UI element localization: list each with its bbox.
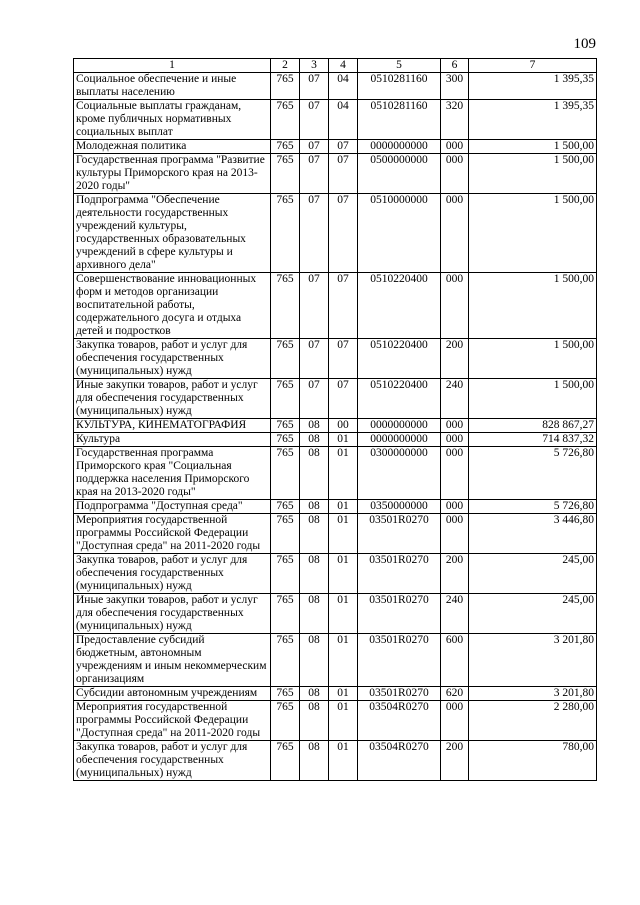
page-number: 109 (573, 36, 596, 52)
target-article-cell: 03501R0270 (358, 594, 441, 634)
table-row (74, 100, 597, 140)
row-name-cell: Субсидии автономным учреждениям (74, 687, 271, 701)
ved-code-cell: 765 (271, 701, 300, 741)
expense-type-cell: 320 (441, 100, 469, 140)
subsection-code-cell: 01 (329, 687, 358, 701)
amount-cell: 1 500,00 (469, 379, 597, 419)
section-code-cell: 07 (300, 154, 329, 194)
amount-cell: 245,00 (469, 594, 597, 634)
ved-code-cell: 765 (271, 687, 300, 701)
expense-type-cell: 000 (441, 154, 469, 194)
amount-cell: 780,00 (469, 741, 597, 781)
subsection-code-cell: 01 (329, 447, 358, 500)
target-article-cell: 0510220400 (358, 339, 441, 379)
section-code-cell: 08 (300, 447, 329, 500)
table-row (74, 514, 597, 554)
subsection-code-cell: 07 (329, 154, 358, 194)
amount-cell: 1 500,00 (469, 140, 597, 154)
subsection-code-cell: 01 (329, 433, 358, 447)
expense-type-cell: 200 (441, 339, 469, 379)
subsection-code-cell: 04 (329, 100, 358, 140)
header-row (74, 59, 597, 73)
subsection-code-cell: 07 (329, 194, 358, 273)
expense-type-cell: 000 (441, 194, 469, 273)
row-name-cell: Предоставление субсидий бюджетным, автономным учреждениям и иным некоммерческим организациям (74, 634, 271, 687)
ved-code-cell: 765 (271, 447, 300, 500)
subsection-code-cell: 07 (329, 140, 358, 154)
subsection-code-cell: 01 (329, 554, 358, 594)
ved-code-cell: 765 (271, 433, 300, 447)
subsection-code-cell: 01 (329, 634, 358, 687)
row-name-cell: Мероприятия государственной программы Российской Федерации "Доступная среда" на 2011-2020 годы (74, 514, 271, 554)
section-code-cell: 08 (300, 433, 329, 447)
ved-code-cell: 765 (271, 634, 300, 687)
row-name-cell: Закупка товаров, работ и услуг для обеспечения государственных (муниципальных) нужд (74, 554, 271, 594)
expense-type-cell: 000 (441, 447, 469, 500)
section-code-cell: 08 (300, 419, 329, 433)
target-article-cell: 0000000000 (358, 433, 441, 447)
subsection-code-cell: 01 (329, 500, 358, 514)
section-code-cell: 07 (300, 339, 329, 379)
table-row (74, 741, 597, 781)
header-cell: 7 (469, 59, 597, 73)
subsection-code-cell: 01 (329, 594, 358, 634)
target-article-cell: 03501R0270 (358, 514, 441, 554)
row-name-cell: Иные закупки товаров, работ и услуг для обеспечения государственных (муниципальных) нужд (74, 379, 271, 419)
amount-cell: 828 867,27 (469, 419, 597, 433)
header-cell: 5 (358, 59, 441, 73)
expense-type-cell: 620 (441, 687, 469, 701)
table-row (74, 433, 597, 447)
expense-type-cell: 000 (441, 500, 469, 514)
row-name-cell: Иные закупки товаров, работ и услуг для обеспечения государственных (муниципальных) нужд (74, 594, 271, 634)
ved-code-cell: 765 (271, 154, 300, 194)
expense-type-cell: 000 (441, 433, 469, 447)
row-name-cell: Подпрограмма "Обеспечение деятельности государственных учреждений культуры, государственных образовательных учреждений в сфере культуры и архивного дела" (74, 194, 271, 273)
target-article-cell: 0510000000 (358, 194, 441, 273)
target-article-cell: 03501R0270 (358, 634, 441, 687)
subsection-code-cell: 00 (329, 419, 358, 433)
ved-code-cell: 765 (271, 73, 300, 100)
row-name-cell: Молодежная политика (74, 140, 271, 154)
target-article-cell: 03504R0270 (358, 701, 441, 741)
expense-type-cell: 300 (441, 73, 469, 100)
header-cell: 4 (329, 59, 358, 73)
table-row (74, 140, 597, 154)
row-name-cell: Социальное обеспечение и иные выплаты населению (74, 73, 271, 100)
subsection-code-cell: 07 (329, 379, 358, 419)
header-cell: 6 (441, 59, 469, 73)
section-code-cell: 08 (300, 554, 329, 594)
target-article-cell: 03501R0270 (358, 554, 441, 594)
subsection-code-cell: 01 (329, 741, 358, 781)
header-cell: 3 (300, 59, 329, 73)
target-article-cell: 0510281160 (358, 100, 441, 140)
target-article-cell: 0000000000 (358, 419, 441, 433)
row-name-cell: Государственная программа Приморского края "Социальная поддержка населения Приморского края на 2013-2020 годы" (74, 447, 271, 500)
subsection-code-cell: 01 (329, 514, 358, 554)
expense-type-cell: 000 (441, 419, 469, 433)
ved-code-cell: 765 (271, 339, 300, 379)
expense-type-cell: 200 (441, 741, 469, 781)
amount-cell: 1 500,00 (469, 339, 597, 379)
expense-type-cell: 240 (441, 594, 469, 634)
section-code-cell: 07 (300, 100, 329, 140)
section-code-cell: 08 (300, 514, 329, 554)
target-article-cell: 0510220400 (358, 273, 441, 339)
section-code-cell: 07 (300, 273, 329, 339)
expense-type-cell: 200 (441, 554, 469, 594)
row-name-cell: Совершенствование инновационных форм и методов организации воспитательной работы, содержательного досуга и отдыха детей и подростков (74, 273, 271, 339)
section-code-cell: 07 (300, 379, 329, 419)
amount-cell: 3 201,80 (469, 687, 597, 701)
section-code-cell: 07 (300, 140, 329, 154)
ved-code-cell: 765 (271, 100, 300, 140)
section-code-cell: 08 (300, 500, 329, 514)
row-name-cell: КУЛЬТУРА, КИНЕМАТОГРАФИЯ (74, 419, 271, 433)
section-code-cell: 07 (300, 194, 329, 273)
target-article-cell: 0510220400 (358, 379, 441, 419)
ved-code-cell: 765 (271, 594, 300, 634)
amount-cell: 3 201,80 (469, 634, 597, 687)
subsection-code-cell: 07 (329, 273, 358, 339)
target-article-cell: 0350000000 (358, 500, 441, 514)
amount-cell: 5 726,80 (469, 447, 597, 500)
row-name-cell: Подпрограмма "Доступная среда" (74, 500, 271, 514)
ved-code-cell: 765 (271, 741, 300, 781)
amount-cell: 1 395,35 (469, 100, 597, 140)
section-code-cell: 08 (300, 741, 329, 781)
ved-code-cell: 765 (271, 194, 300, 273)
amount-cell: 3 446,80 (469, 514, 597, 554)
table-row (74, 634, 597, 687)
table-row (74, 194, 597, 273)
ved-code-cell: 765 (271, 514, 300, 554)
budget-table (73, 58, 597, 781)
amount-cell: 5 726,80 (469, 500, 597, 514)
amount-cell: 245,00 (469, 554, 597, 594)
row-name-cell: Мероприятия государственной программы Российской Федерации "Доступная среда" на 2011-2020 годы (74, 701, 271, 741)
amount-cell: 1 395,35 (469, 73, 597, 100)
expense-type-cell: 240 (441, 379, 469, 419)
ved-code-cell: 765 (271, 419, 300, 433)
ved-code-cell: 765 (271, 273, 300, 339)
section-code-cell: 08 (300, 687, 329, 701)
section-code-cell: 08 (300, 594, 329, 634)
ved-code-cell: 765 (271, 554, 300, 594)
subsection-code-cell: 04 (329, 73, 358, 100)
amount-cell: 2 280,00 (469, 701, 597, 741)
amount-cell: 1 500,00 (469, 154, 597, 194)
row-name-cell: Культура (74, 433, 271, 447)
target-article-cell: 0300000000 (358, 447, 441, 500)
amount-cell: 1 500,00 (469, 194, 597, 273)
target-article-cell: 0510281160 (358, 73, 441, 100)
header-cell: 2 (271, 59, 300, 73)
target-article-cell: 03504R0270 (358, 741, 441, 781)
expense-type-cell: 000 (441, 140, 469, 154)
table-row (74, 273, 597, 339)
target-article-cell: 0500000000 (358, 154, 441, 194)
section-code-cell: 08 (300, 634, 329, 687)
table-row (74, 379, 597, 419)
table-row (74, 447, 597, 500)
table-row (74, 687, 597, 701)
row-name-cell: Закупка товаров, работ и услуг для обеспечения государственных (муниципальных) нужд (74, 741, 271, 781)
expense-type-cell: 000 (441, 273, 469, 339)
ved-code-cell: 765 (271, 379, 300, 419)
row-name-cell: Закупка товаров, работ и услуг для обеспечения государственных (муниципальных) нужд (74, 339, 271, 379)
table-row (74, 500, 597, 514)
table-row (74, 154, 597, 194)
row-name-cell: Социальные выплаты гражданам, кроме публичных нормативных социальных выплат (74, 100, 271, 140)
target-article-cell: 03501R0270 (358, 687, 441, 701)
table-row (74, 554, 597, 594)
table-row (74, 419, 597, 433)
table-row (74, 339, 597, 379)
row-name-cell: Государственная программа "Развитие культуры Приморского края на 2013-2020 годы" (74, 154, 271, 194)
subsection-code-cell: 07 (329, 339, 358, 379)
section-code-cell: 08 (300, 701, 329, 741)
amount-cell: 1 500,00 (469, 273, 597, 339)
expense-type-cell: 600 (441, 634, 469, 687)
table-row (74, 73, 597, 100)
table-row (74, 594, 597, 634)
ved-code-cell: 765 (271, 140, 300, 154)
section-code-cell: 07 (300, 73, 329, 100)
subsection-code-cell: 01 (329, 701, 358, 741)
amount-cell: 714 837,32 (469, 433, 597, 447)
table-row (74, 701, 597, 741)
ved-code-cell: 765 (271, 500, 300, 514)
expense-type-cell: 000 (441, 514, 469, 554)
header-cell: 1 (74, 59, 271, 73)
target-article-cell: 0000000000 (358, 140, 441, 154)
expense-type-cell: 000 (441, 701, 469, 741)
